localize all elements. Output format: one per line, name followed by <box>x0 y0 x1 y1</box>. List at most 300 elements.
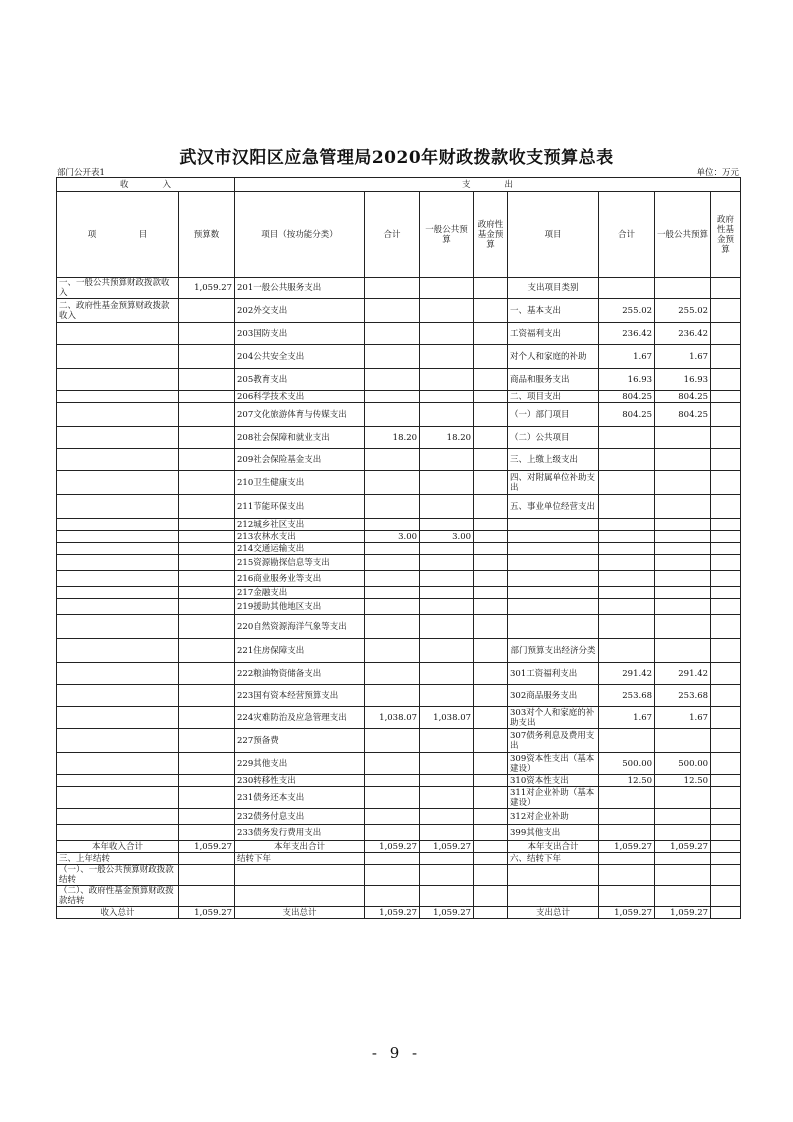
cell-in-item <box>57 543 179 555</box>
cell-f-total <box>365 403 420 427</box>
cell-e-gen <box>655 639 711 663</box>
cell-func: 217金融支出 <box>235 587 365 599</box>
cell-f-gen <box>420 753 474 775</box>
table-row <box>57 615 741 639</box>
cell-e-total: 12.50 <box>599 775 655 787</box>
cell-e-gen <box>655 519 711 531</box>
cell-in-item: 收入总计 <box>57 907 179 919</box>
cell-econ: 部门预算支出经济分类 <box>508 639 599 663</box>
cell-f-gen <box>420 787 474 809</box>
func-fund-header: 政府性基金预算 <box>474 192 508 278</box>
form-label: 部门公开表1 <box>57 168 105 178</box>
cell-in-val <box>179 403 235 427</box>
cell-e-fund <box>711 369 741 391</box>
cell-in-item: （二）、政府性基金预算财政拨款结转 <box>57 886 179 907</box>
cell-f-total <box>365 495 420 519</box>
cell-e-total <box>599 615 655 639</box>
cell-f-total <box>365 391 420 403</box>
cell-econ: 二、项目支出 <box>508 391 599 403</box>
cell-e-gen: 500.00 <box>655 753 711 775</box>
cell-func: 207文化旅游体育与传媒支出 <box>235 403 365 427</box>
table-row <box>57 427 741 449</box>
cell-f-gen <box>420 825 474 841</box>
cell-e-gen <box>655 729 711 753</box>
cell-in-val <box>179 427 235 449</box>
cell-f-fund <box>474 615 508 639</box>
cell-in-val <box>179 543 235 555</box>
table-row <box>57 587 741 599</box>
cell-in-val: 1,059.27 <box>179 841 235 853</box>
cell-in-val <box>179 775 235 787</box>
cell-in-item <box>57 391 179 403</box>
cell-f-total <box>365 663 420 685</box>
cell-econ: 对个人和家庭的补助 <box>508 345 599 369</box>
cell-in-item <box>57 685 179 707</box>
table-row <box>57 787 741 809</box>
budget-body <box>57 278 741 919</box>
cell-f-total: 1,059.27 <box>365 907 420 919</box>
cell-in-item <box>57 345 179 369</box>
cell-f-fund <box>474 571 508 587</box>
cell-in-val <box>179 707 235 729</box>
cell-econ <box>508 587 599 599</box>
cell-e-fund <box>711 519 741 531</box>
cell-f-fund <box>474 825 508 841</box>
cell-in-item <box>57 775 179 787</box>
cell-f-total <box>365 615 420 639</box>
cell-in-val <box>179 323 235 345</box>
cell-in-item <box>57 825 179 841</box>
cell-e-total <box>599 599 655 615</box>
cell-in-val <box>179 639 235 663</box>
table-row <box>57 543 741 555</box>
cell-e-fund <box>711 555 741 571</box>
cell-func: 213农林水支出 <box>235 531 365 543</box>
cell-in-val <box>179 663 235 685</box>
cell-func: 209社会保险基金支出 <box>235 449 365 471</box>
cell-e-gen <box>655 555 711 571</box>
cell-f-fund <box>474 555 508 571</box>
cell-e-fund <box>711 449 741 471</box>
cell-econ: （一）部门项目 <box>508 403 599 427</box>
cell-e-fund <box>711 707 741 729</box>
cell-f-total: 1,059.27 <box>365 841 420 853</box>
cell-econ <box>508 543 599 555</box>
cell-func: 结转下年 <box>235 853 365 865</box>
cell-e-fund <box>711 345 741 369</box>
cell-f-total <box>365 278 420 299</box>
cell-e-gen: 16.93 <box>655 369 711 391</box>
cell-in-item <box>57 729 179 753</box>
cell-e-gen <box>655 449 711 471</box>
cell-e-fund <box>711 323 741 345</box>
cell-f-total <box>365 471 420 495</box>
cell-e-gen <box>655 615 711 639</box>
cell-e-total: 804.25 <box>599 391 655 403</box>
cell-e-gen <box>655 531 711 543</box>
cell-func: 本年支出合计 <box>235 841 365 853</box>
cell-e-gen <box>655 427 711 449</box>
cell-func: 227预备费 <box>235 729 365 753</box>
cell-f-total <box>365 809 420 825</box>
cell-e-gen: 804.25 <box>655 391 711 403</box>
cell-f-gen <box>420 323 474 345</box>
cell-e-total: 291.42 <box>599 663 655 685</box>
cell-e-fund <box>711 753 741 775</box>
table-row <box>57 907 741 919</box>
table-row <box>57 403 741 427</box>
cell-e-total: 804.25 <box>599 403 655 427</box>
cell-f-total <box>365 369 420 391</box>
cell-func: 216商业服务业等支出 <box>235 571 365 587</box>
cell-e-fund <box>711 841 741 853</box>
cell-in-item <box>57 615 179 639</box>
cell-e-gen <box>655 787 711 809</box>
cell-in-val <box>179 587 235 599</box>
cell-in-item <box>57 323 179 345</box>
page-title: 武汉市汉阳区应急管理局2020年财政拨款收支预算总表 <box>179 148 614 168</box>
cell-f-gen: 1,059.27 <box>420 907 474 919</box>
cell-f-fund <box>474 707 508 729</box>
cell-econ: 312对企业补助 <box>508 809 599 825</box>
cell-in-item: 二、政府性基金预算财政拨款收入 <box>57 299 179 323</box>
cell-e-fund <box>711 531 741 543</box>
cell-in-item: 一、一般公共预算财政拨款收入 <box>57 278 179 299</box>
cell-f-fund <box>474 809 508 825</box>
cell-f-gen <box>420 278 474 299</box>
cell-e-gen <box>655 543 711 555</box>
cell-e-fund <box>711 599 741 615</box>
cell-econ <box>508 555 599 571</box>
table-row <box>57 519 741 531</box>
cell-f-total <box>365 599 420 615</box>
income-budget-header: 预算数 <box>179 192 235 278</box>
table-row <box>57 555 741 571</box>
cell-f-gen <box>420 615 474 639</box>
cell-e-total <box>599 449 655 471</box>
cell-econ <box>508 519 599 531</box>
cell-func: 202外交支出 <box>235 299 365 323</box>
cell-f-gen: 18.20 <box>420 427 474 449</box>
cell-f-fund <box>474 753 508 775</box>
cell-e-gen <box>655 495 711 519</box>
cell-econ <box>508 599 599 615</box>
cell-f-fund <box>474 449 508 471</box>
cell-f-total <box>365 587 420 599</box>
cell-e-gen: 1.67 <box>655 707 711 729</box>
cell-e-total <box>599 639 655 663</box>
cell-e-fund <box>711 865 741 886</box>
cell-f-fund <box>474 391 508 403</box>
cell-e-fund <box>711 278 741 299</box>
cell-f-total <box>365 449 420 471</box>
cell-e-gen: 1,059.27 <box>655 907 711 919</box>
cell-e-fund <box>711 615 741 639</box>
cell-econ <box>508 886 599 907</box>
cell-func <box>235 886 365 907</box>
table-row <box>57 278 741 299</box>
cell-in-val: 1,059.27 <box>179 907 235 919</box>
table-row <box>57 531 741 543</box>
cell-e-fund <box>711 471 741 495</box>
cell-func: 208社会保障和就业支出 <box>235 427 365 449</box>
cell-e-gen <box>655 825 711 841</box>
cell-f-gen: 1,059.27 <box>420 841 474 853</box>
table-row <box>57 886 741 907</box>
cell-e-gen <box>655 587 711 599</box>
cell-func: 211节能环保支出 <box>235 495 365 519</box>
cell-in-item <box>57 449 179 471</box>
cell-f-fund <box>474 369 508 391</box>
cell-f-gen <box>420 886 474 907</box>
cell-f-gen <box>420 587 474 599</box>
cell-econ: （二）公共项目 <box>508 427 599 449</box>
cell-e-fund <box>711 853 741 865</box>
table-row <box>57 825 741 841</box>
cell-in-item: 三、上年结转 <box>57 853 179 865</box>
table-row <box>57 663 741 685</box>
table-row <box>57 391 741 403</box>
cell-f-gen <box>420 685 474 707</box>
cell-func: 224灾难防治及应急管理支出 <box>235 707 365 729</box>
cell-e-fund <box>711 809 741 825</box>
cell-f-gen: 1,038.07 <box>420 707 474 729</box>
table-row <box>57 865 741 886</box>
cell-f-total <box>365 787 420 809</box>
cell-f-fund <box>474 599 508 615</box>
table-row <box>57 853 741 865</box>
cell-e-fund <box>711 543 741 555</box>
cell-f-gen <box>420 403 474 427</box>
cell-f-total <box>365 519 420 531</box>
cell-econ: 309资本性支出（基本建设） <box>508 753 599 775</box>
cell-in-item <box>57 571 179 587</box>
cell-f-fund <box>474 685 508 707</box>
cell-e-total: 16.93 <box>599 369 655 391</box>
cell-e-gen: 1.67 <box>655 345 711 369</box>
cell-e-gen <box>655 853 711 865</box>
cell-in-item <box>57 555 179 571</box>
cell-f-fund <box>474 345 508 369</box>
cell-e-total <box>599 809 655 825</box>
cell-e-gen: 253.68 <box>655 685 711 707</box>
cell-f-total <box>365 299 420 323</box>
cell-in-val <box>179 369 235 391</box>
cell-e-fund <box>711 663 741 685</box>
cell-econ: 303对个人和家庭的补助支出 <box>508 707 599 729</box>
cell-e-fund <box>711 391 741 403</box>
cell-e-gen: 291.42 <box>655 663 711 685</box>
cell-econ: 399其他支出 <box>508 825 599 841</box>
cell-f-gen <box>420 519 474 531</box>
econ-total-header: 合计 <box>599 192 655 278</box>
cell-f-fund <box>474 865 508 886</box>
cell-f-total: 18.20 <box>365 427 420 449</box>
cell-f-gen <box>420 865 474 886</box>
cell-func: 204公共安全支出 <box>235 345 365 369</box>
cell-e-fund <box>711 639 741 663</box>
table-row <box>57 753 741 775</box>
budget-table <box>56 177 741 919</box>
cell-f-gen <box>420 471 474 495</box>
cell-func: 223国有资本经营预算支出 <box>235 685 365 707</box>
cell-econ: 支出项目类别 <box>508 278 599 299</box>
table-row <box>57 707 741 729</box>
cell-econ: 四、对附属单位补助支出 <box>508 471 599 495</box>
cell-f-fund <box>474 531 508 543</box>
cell-in-val <box>179 825 235 841</box>
cell-in-item <box>57 369 179 391</box>
cell-in-item <box>57 707 179 729</box>
cell-f-fund <box>474 639 508 663</box>
cell-f-gen <box>420 853 474 865</box>
cell-f-fund <box>474 587 508 599</box>
cell-e-total: 236.42 <box>599 323 655 345</box>
cell-f-fund <box>474 427 508 449</box>
cell-in-item <box>57 427 179 449</box>
cell-e-fund <box>711 427 741 449</box>
cell-func: 205教育支出 <box>235 369 365 391</box>
cell-e-total <box>599 471 655 495</box>
cell-f-gen <box>420 391 474 403</box>
cell-func: 220自然资源海洋气象等支出 <box>235 615 365 639</box>
cell-e-total: 500.00 <box>599 753 655 775</box>
cell-e-gen <box>655 599 711 615</box>
cell-f-gen <box>420 299 474 323</box>
cell-f-fund <box>474 495 508 519</box>
func-total-header: 合计 <box>365 192 420 278</box>
cell-in-val <box>179 615 235 639</box>
cell-e-total <box>599 555 655 571</box>
cell-in-val <box>179 886 235 907</box>
cell-econ: 六、结转下年 <box>508 853 599 865</box>
cell-func: 206科学技术支出 <box>235 391 365 403</box>
cell-f-total <box>365 571 420 587</box>
cell-in-val <box>179 787 235 809</box>
cell-e-total <box>599 519 655 531</box>
cell-in-val <box>179 449 235 471</box>
unit-label: 单位：万元 <box>696 168 739 178</box>
cell-e-total <box>599 587 655 599</box>
cell-in-item <box>57 587 179 599</box>
cell-in-item <box>57 809 179 825</box>
cell-f-total <box>365 323 420 345</box>
cell-f-gen <box>420 775 474 787</box>
cell-e-total: 1,059.27 <box>599 841 655 853</box>
cell-e-gen <box>655 471 711 495</box>
cell-f-gen <box>420 571 474 587</box>
page-number: - 9 - <box>371 1044 422 1062</box>
cell-f-fund <box>474 519 508 531</box>
cell-e-fund <box>711 775 741 787</box>
cell-f-gen <box>420 345 474 369</box>
cell-f-fund <box>474 323 508 345</box>
cell-f-fund <box>474 299 508 323</box>
cell-in-val <box>179 571 235 587</box>
cell-econ: 302商品服务支出 <box>508 685 599 707</box>
cell-in-val <box>179 809 235 825</box>
cell-e-total <box>599 571 655 587</box>
cell-f-gen <box>420 449 474 471</box>
cell-f-gen <box>420 729 474 753</box>
cell-in-val: 1,059.27 <box>179 278 235 299</box>
cell-econ: 五、事业单位经营支出 <box>508 495 599 519</box>
cell-e-total: 255.02 <box>599 299 655 323</box>
table-row <box>57 775 741 787</box>
cell-f-gen <box>420 639 474 663</box>
cell-econ: 支出总计 <box>508 907 599 919</box>
cell-in-val <box>179 685 235 707</box>
cell-f-fund <box>474 907 508 919</box>
cell-in-item <box>57 787 179 809</box>
cell-e-gen: 236.42 <box>655 323 711 345</box>
cell-func: 203国防支出 <box>235 323 365 345</box>
cell-in-val <box>179 495 235 519</box>
cell-f-fund <box>474 403 508 427</box>
expense-group-header: 支 出 <box>235 178 741 192</box>
cell-in-val <box>179 865 235 886</box>
cell-in-val <box>179 345 235 369</box>
cell-in-val <box>179 555 235 571</box>
cell-econ: 307债务利息及费用支出 <box>508 729 599 753</box>
table-row <box>57 599 741 615</box>
cell-f-fund <box>474 841 508 853</box>
cell-func: 215资源勘探信息等支出 <box>235 555 365 571</box>
cell-f-total <box>365 775 420 787</box>
cell-in-val <box>179 599 235 615</box>
cell-f-total <box>365 543 420 555</box>
cell-econ: 301工资福利支出 <box>508 663 599 685</box>
econ-item-header: 项目 <box>508 192 599 278</box>
cell-e-fund <box>711 571 741 587</box>
cell-e-gen: 12.50 <box>655 775 711 787</box>
cell-e-fund <box>711 403 741 427</box>
cell-func: 219援助其他地区支出 <box>235 599 365 615</box>
cell-func: 232债务付息支出 <box>235 809 365 825</box>
table-row <box>57 639 741 663</box>
cell-func: 支出总计 <box>235 907 365 919</box>
cell-f-gen <box>420 663 474 685</box>
cell-in-val <box>179 531 235 543</box>
cell-econ <box>508 571 599 587</box>
cell-econ: 商品和服务支出 <box>508 369 599 391</box>
cell-e-total <box>599 886 655 907</box>
cell-e-total: 1,059.27 <box>599 907 655 919</box>
cell-e-total <box>599 825 655 841</box>
table-row <box>57 729 741 753</box>
cell-econ: 工资福利支出 <box>508 323 599 345</box>
income-item-header: 项 目 <box>57 192 179 278</box>
cell-e-fund <box>711 907 741 919</box>
cell-f-total <box>365 345 420 369</box>
cell-f-fund <box>474 886 508 907</box>
cell-e-total <box>599 865 655 886</box>
table-row <box>57 495 741 519</box>
cell-func: 229其他支出 <box>235 753 365 775</box>
table-row <box>57 299 741 323</box>
cell-in-item <box>57 599 179 615</box>
cell-f-fund <box>474 853 508 865</box>
cell-f-total <box>365 685 420 707</box>
cell-in-item <box>57 495 179 519</box>
cell-f-gen <box>420 809 474 825</box>
cell-e-total: 1.67 <box>599 345 655 369</box>
table-row <box>57 345 741 369</box>
cell-f-total <box>365 729 420 753</box>
cell-e-fund <box>711 787 741 809</box>
cell-f-fund <box>474 775 508 787</box>
cell-e-fund <box>711 729 741 753</box>
